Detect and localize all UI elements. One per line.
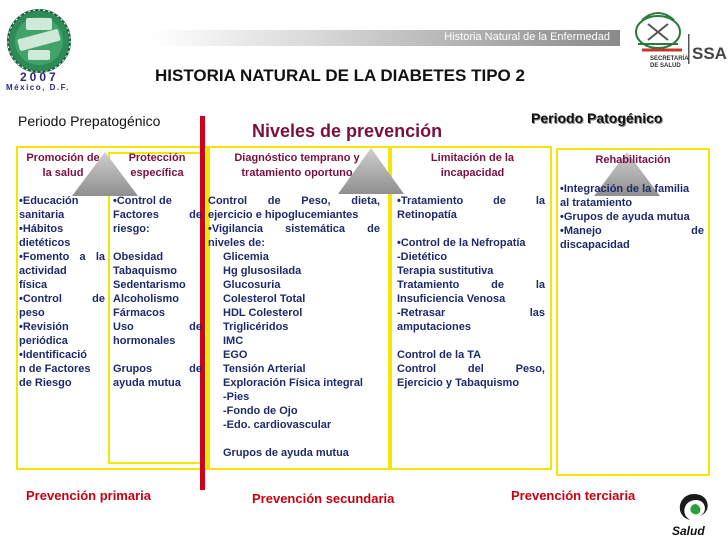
list-item: •Manejo de [560, 225, 704, 237]
list-item: Control del Peso, [397, 363, 545, 375]
indicator-item: Tensión Arterial [223, 363, 306, 375]
indicator-item: HDL Colesterol [223, 307, 303, 319]
header-bar-text: Historia Natural de la Enfermedad [444, 31, 610, 43]
event-logo-year: 2007 [20, 70, 59, 84]
list-item: Factores de [113, 209, 202, 221]
list-item: Control de la TA [397, 349, 482, 361]
list-item: física [19, 279, 48, 291]
diagnosis-list [208, 194, 380, 460]
list-item: •Educación [19, 195, 79, 207]
period-patogenic-label: Periodo Patogénico [531, 110, 663, 126]
indicator-item: -Fondo de Ojo [223, 405, 298, 417]
list-item: ejercicio e hipoglucemiantes [208, 209, 359, 221]
list-item: •Control de [19, 293, 105, 305]
protection-heading-line: específica [130, 167, 184, 179]
promotion-heading-line: Promoción de [26, 152, 100, 164]
list-item: •Tratamiento de la [397, 195, 545, 207]
list-item: al tratamiento [560, 197, 633, 209]
limitation-list [397, 194, 545, 390]
limitation-heading-line: Limitación de la [430, 152, 515, 164]
list-item: Insuficiencia Venosa [397, 293, 506, 305]
list-item: Terapia sustitutiva [397, 265, 494, 277]
event-logo-city: México, D.F. [6, 83, 70, 92]
salud-logo-text: Salud [672, 524, 705, 538]
salud-swirl-icon [666, 490, 722, 526]
list-item: Fármacos [113, 307, 165, 319]
list-item: -Retrasar las [397, 307, 545, 319]
indicator-item: IMC [223, 335, 244, 347]
promotion-heading-line: la salud [42, 167, 84, 179]
list-item: Grupos de [113, 363, 202, 375]
list-gap [208, 432, 380, 446]
list-item: amputaciones [397, 321, 471, 333]
list-item: •Fomento a la [19, 251, 105, 263]
protection-list [113, 194, 202, 390]
list-item: Tratamiento de la [397, 279, 545, 291]
list-gap [397, 222, 545, 236]
list-item: actividad [19, 265, 67, 277]
indicator-item: -Edo. cardiovascular [223, 419, 332, 431]
diagnosis-heading [212, 151, 382, 181]
list-gap [113, 236, 202, 250]
page-title: HISTORIA NATURAL DE LA DIABETES TIPO 2 [155, 66, 525, 85]
list-gap [397, 334, 545, 348]
list-gap [113, 348, 202, 362]
list-item: -Dietético [397, 251, 448, 263]
ministry-name: SECRETARÍA DE SALUD [650, 56, 689, 69]
list-item: riesgo: [113, 223, 150, 235]
list-item: Uso de [113, 321, 202, 333]
list-item: •Revisión [19, 321, 69, 333]
list-item: Grupos de ayuda mutua [223, 447, 349, 459]
period-prepatogenic-label: Periodo Prepatogénico [18, 113, 161, 129]
list-item: •Hábitos [19, 223, 64, 235]
indicator-item: -Pies [223, 391, 250, 403]
list-item: discapacidad [560, 239, 630, 251]
list-item: peso [19, 307, 45, 319]
indicator-item: EGO [223, 349, 248, 361]
indicator-item: Colesterol Total [223, 293, 306, 305]
list-item: niveles de: [208, 237, 265, 249]
list-item: Alcoholismo [113, 293, 180, 305]
list-item: de Riesgo [19, 377, 72, 389]
list-item: Obesidad [113, 251, 164, 263]
ministry-logo [622, 10, 726, 72]
list-item: •Vigilancia sistemática de [208, 223, 380, 235]
protection-heading [112, 151, 202, 181]
list-item: Sedentarismo [113, 279, 186, 291]
ministry-abbr: SSA [692, 44, 727, 63]
list-item: sanitaria [19, 209, 65, 221]
list-item: Control de Peso, dieta, [208, 195, 380, 207]
promotion-heading [20, 151, 106, 181]
promotion-list [19, 194, 105, 390]
list-item: •Grupos de ayuda mutua [560, 211, 690, 223]
indicator-item: Exploración Física integral [223, 377, 363, 389]
list-item: periódica [19, 335, 68, 347]
list-item: hormonales [113, 335, 176, 347]
diagnosis-heading-line: Diagnóstico temprano y [234, 152, 360, 164]
event-logo [4, 6, 74, 92]
list-item: •Identificació [19, 349, 88, 361]
limitation-heading-line: incapacidad [440, 167, 505, 179]
indicator-item: Triglicéridos [223, 321, 289, 333]
list-item: n de Factores [19, 363, 91, 375]
list-item: •Control de [113, 195, 172, 207]
tertiary-prevention-label: Prevención terciaria [511, 488, 636, 503]
protection-heading-line: Protección [128, 152, 186, 164]
list-item: •Integración de la familia [560, 183, 690, 195]
header-bar [150, 30, 620, 46]
list-item: •Control de la Nefropatía [397, 237, 526, 249]
list-item: Ejercicio y Tabaquismo [397, 377, 520, 389]
rehabilitation-heading: Rehabilitación [595, 154, 671, 166]
diagnosis-heading-line: tratamiento oportuno [241, 167, 353, 179]
secondary-prevention-label: Prevención secundaria [252, 491, 395, 506]
list-item: dietéticos [19, 237, 71, 249]
list-item: Retinopatía [397, 209, 457, 221]
limitation-heading [395, 151, 550, 181]
indicator-item: Glicemia [223, 251, 269, 263]
salud-logo [666, 490, 722, 542]
primary-prevention-label: Prevención primaria [26, 488, 151, 503]
rehabilitation-list [560, 182, 704, 252]
list-item: Tabaquismo [113, 265, 177, 277]
indicator-item: Glucosuria [223, 279, 281, 291]
list-item: ayuda mutua [113, 377, 181, 389]
indicator-item: Hg glusosilada [223, 265, 302, 277]
prevention-levels-title: Niveles de prevención [252, 121, 443, 141]
